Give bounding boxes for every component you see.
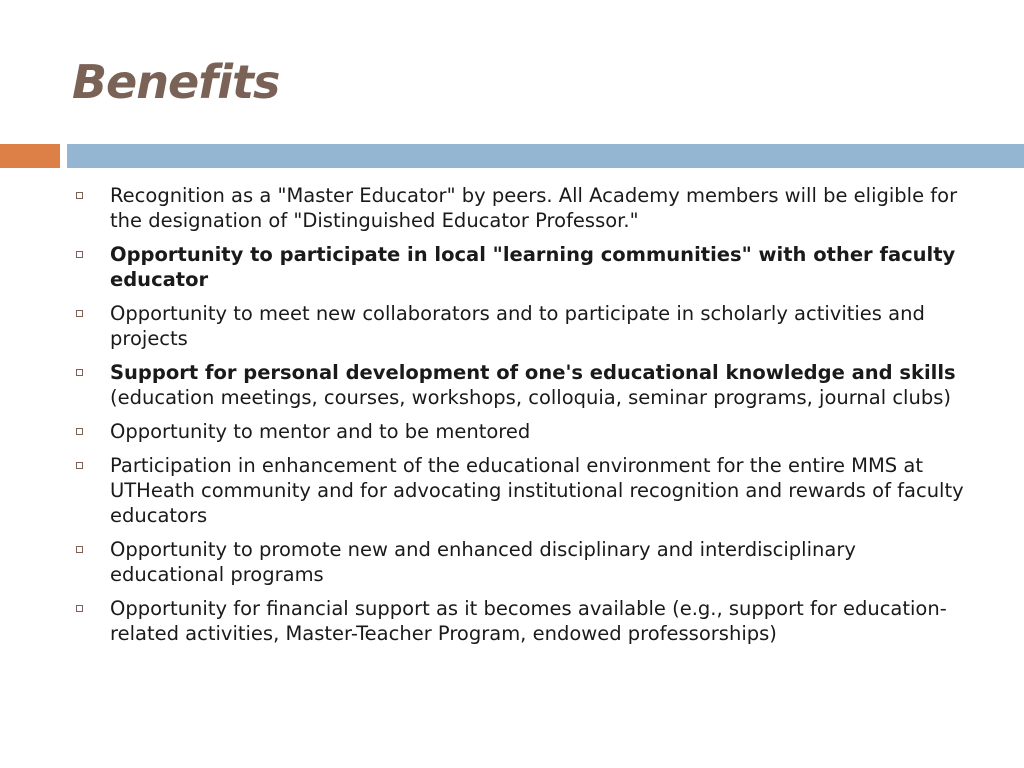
accent-bar-orange	[0, 144, 60, 168]
hollow-square-icon	[76, 605, 83, 612]
bullet-text: Opportunity to meet new collaborators and to participate in scholarly activities and projects	[110, 302, 925, 350]
bullet-text: (education meetings, courses, workshops, colloquia, seminar programs, journal clubs)	[110, 386, 951, 409]
bullet-item	[72, 360, 972, 410]
hollow-square-icon	[76, 428, 83, 435]
hollow-square-icon	[76, 192, 83, 199]
hollow-square-icon	[76, 369, 83, 376]
bullet-item	[72, 301, 972, 351]
bullet-item	[72, 183, 972, 233]
bullet-text: Participation in enhancement of the educational environment for the entire MMS at UTHeath community and for advocating institutional recognition and rewards of faculty educators	[110, 454, 964, 527]
bullet-text: Recognition as a "Master Educator" by peers. All Academy members will be eligible for the designation of "Distinguished Educator Professor."	[110, 184, 958, 232]
bullet-bold-text: Opportunity to participate in local "learning communities" with other faculty educator	[110, 243, 956, 291]
hollow-square-icon	[76, 462, 83, 469]
hollow-square-icon	[76, 251, 83, 258]
bullet-item	[72, 537, 972, 587]
bullet-bold-text: Support for personal development of one's educational knowledge and skills	[110, 361, 956, 384]
accent-bar-blue	[67, 144, 1024, 168]
bullet-item	[72, 453, 972, 528]
bullet-list	[72, 183, 972, 655]
bullet-item	[72, 419, 972, 444]
bullet-text: Opportunity for financial support as it becomes available (e.g., support for education-related activities, Master-Teacher Program, endowed professorships)	[110, 597, 947, 645]
bullet-text: Opportunity to promote new and enhanced disciplinary and interdisciplinary educational programs	[110, 538, 856, 586]
hollow-square-icon	[76, 546, 83, 553]
hollow-square-icon	[76, 310, 83, 317]
slide-title: Benefits	[72, 55, 280, 109]
bullet-item	[72, 596, 972, 646]
bullet-item	[72, 242, 972, 292]
bullet-text: Opportunity to mentor and to be mentored	[110, 420, 531, 443]
